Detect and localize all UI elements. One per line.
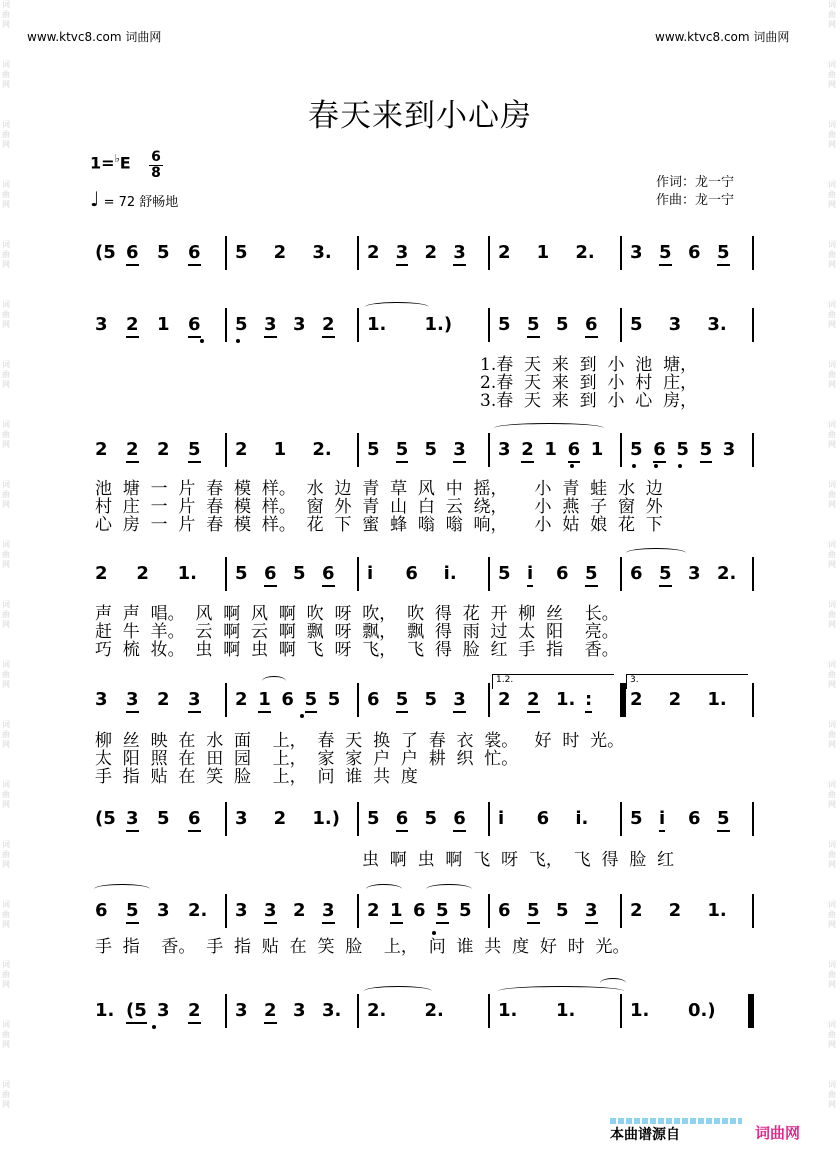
note: 3: [95, 314, 108, 335]
note: 3: [157, 1000, 170, 1021]
note: (5: [126, 1000, 147, 1024]
barline: [752, 557, 754, 591]
watermark-glyph: 词 曲 网: [2, 300, 10, 329]
key-signature: 1=♭E: [90, 152, 131, 173]
tempo-marking: ♩ = 72 舒畅地: [90, 187, 179, 211]
slur: [600, 978, 626, 988]
barline: [225, 994, 227, 1028]
slur: [626, 548, 686, 558]
note: 2.: [717, 563, 737, 584]
lyric-line: 心 房 一 片 春 模 样。 花 下 蜜 蜂 嗡 嗡 响， 小 姑 娘 花 下: [95, 515, 663, 535]
note: 3: [95, 689, 108, 710]
watermark-glyph: 词 曲 网: [2, 0, 10, 29]
note: 3: [126, 808, 139, 832]
note: 3: [630, 242, 643, 263]
octave-dot: [300, 714, 304, 718]
watermark-glyph: 词 曲 网: [828, 780, 836, 809]
slur: [426, 884, 472, 894]
note: 2: [235, 689, 248, 710]
note: 1.: [556, 689, 576, 710]
watermark-glyph: 词 曲 网: [828, 600, 836, 629]
watermark-glyph: 词 曲 网: [828, 900, 836, 929]
watermark-glyph: 词 曲 网: [828, 180, 836, 209]
slur: [262, 676, 286, 686]
barline: [488, 802, 490, 836]
barline: [620, 308, 622, 342]
note: 0.): [688, 1000, 716, 1021]
note: 5: [424, 689, 438, 710]
note: 6: [264, 563, 277, 587]
note: 1.: [556, 1000, 576, 1021]
note: 3: [722, 439, 736, 460]
note: 6: [396, 808, 409, 832]
barline: [357, 433, 359, 467]
note: 2: [293, 900, 306, 921]
barline: [357, 683, 359, 717]
note: 2: [322, 314, 335, 338]
note: 2.: [312, 439, 332, 460]
note: 2.: [575, 242, 595, 263]
volta-second: 3.: [626, 674, 748, 689]
note: 5: [556, 314, 569, 335]
watermark-glyph: 词 曲 网: [2, 180, 10, 209]
note: 6: [585, 314, 598, 338]
note: 3.: [707, 314, 727, 335]
note: 5: [157, 242, 170, 263]
lyricist-credit: 作词：龙一宁: [656, 175, 735, 190]
note: 5: [235, 563, 248, 584]
note: 6: [630, 563, 643, 584]
watermark-glyph: 词 曲 网: [2, 480, 10, 509]
note: 2: [126, 314, 139, 338]
note: 5: [630, 439, 643, 460]
slur: [364, 986, 432, 996]
note: 2: [668, 900, 682, 921]
lyric-line: 手 指 贴 在 笑 脸 上， 问 谁 共 度: [95, 767, 418, 787]
barline: [752, 802, 754, 836]
note: 2: [630, 689, 643, 710]
watermark-glyph: 词 曲 网: [2, 900, 10, 929]
note: 3: [235, 1000, 248, 1021]
watermark-glyph: 词 曲 网: [828, 60, 836, 89]
note: 3: [453, 242, 466, 266]
note: 6: [653, 439, 666, 463]
note: 2: [630, 900, 643, 921]
note: 3: [188, 689, 201, 713]
octave-dot: [632, 464, 636, 468]
barline: [225, 308, 227, 342]
barline: [752, 994, 754, 1028]
note: 5: [459, 900, 472, 921]
note: 6: [281, 689, 294, 710]
note: 6: [367, 689, 380, 710]
footer-brand: 词曲网: [755, 1124, 801, 1142]
note: i: [367, 563, 374, 584]
note: 5: [305, 689, 318, 713]
note: 2: [367, 242, 380, 263]
note: 5: [424, 808, 438, 829]
lyric-line: 手 指 香。 手 指 贴 在 笑 脸 上， 问 谁 共 度 好 时 光。: [95, 937, 630, 957]
note: 6: [188, 314, 201, 338]
note: 5: [700, 439, 713, 463]
octave-dot: [570, 464, 574, 468]
note: 3: [322, 900, 335, 924]
barline: [752, 433, 754, 467]
barline: [225, 894, 227, 928]
note: 5: [659, 242, 672, 266]
barline: [225, 802, 227, 836]
slur: [365, 302, 429, 312]
barline: [357, 994, 359, 1028]
note: 6: [126, 242, 139, 266]
note: 5: [235, 242, 248, 263]
side-watermark-left: [2, 0, 12, 1140]
note: 6: [322, 563, 335, 587]
note: 5: [327, 689, 341, 710]
note: 5: [396, 439, 409, 463]
barline: [620, 894, 622, 928]
note: 3: [293, 314, 306, 335]
note: 5: [293, 563, 306, 584]
note: 6: [688, 808, 701, 829]
watermark-glyph: 词 曲 网: [2, 360, 10, 389]
note: 3.: [322, 1000, 342, 1021]
note: 2.: [367, 1000, 387, 1021]
note: 5: [630, 808, 643, 829]
note: 3: [396, 242, 409, 266]
note: 2.: [424, 1000, 444, 1021]
note: 5: [659, 563, 672, 587]
note: 5: [717, 242, 730, 266]
quarter-note-icon: ♩: [90, 187, 100, 211]
note: 2: [188, 1000, 201, 1024]
note: (5: [95, 242, 116, 263]
note: 1: [544, 439, 557, 460]
note: 3: [293, 1000, 306, 1021]
barline: [225, 683, 227, 717]
watermark-glyph: 词 曲 网: [828, 480, 836, 509]
note: 2: [95, 563, 108, 584]
note: 5: [527, 314, 540, 338]
note: 6: [188, 808, 201, 832]
note: 3: [498, 439, 511, 460]
lyric-line: 巧 梳 妆。 虫 啊 虫 啊 飞 呀 飞， 飞 得 脸 红 手 指 香。: [95, 640, 619, 660]
barline: [357, 802, 359, 836]
note: 6: [688, 242, 701, 263]
slur: [494, 423, 604, 433]
note: i: [659, 808, 665, 832]
barline: [752, 236, 754, 270]
barline: [752, 894, 754, 928]
lyric-line: 池 塘 一 片 春 模 样。 水 边 青 草 风 中 摇， 小 青 蛙 水 边: [95, 479, 663, 499]
watermark-glyph: 词 曲 网: [828, 1020, 836, 1049]
lyric-line: 2.春 天 来 到 小 村 庄，: [480, 373, 698, 393]
header-right: www.ktvc8.com 词曲网: [655, 30, 790, 44]
note: 6: [188, 242, 201, 266]
watermark-glyph: 词 曲 网: [828, 420, 836, 449]
note: 5: [126, 900, 139, 924]
note: 2: [157, 689, 170, 710]
note: 2: [668, 689, 682, 710]
note: 1.: [707, 689, 727, 710]
note: 2: [136, 563, 149, 584]
watermark-glyph: 词 曲 网: [2, 840, 10, 869]
barline: [620, 802, 622, 836]
lyric-line: 村 庄 一 片 春 模 样。 窗 外 青 山 白 云 绕， 小 燕 子 窗 外: [95, 497, 663, 517]
note: 5: [367, 808, 380, 829]
barline: [225, 433, 227, 467]
watermark-glyph: 词 曲 网: [828, 960, 836, 989]
barline: [620, 236, 622, 270]
note: 3: [126, 689, 139, 713]
note: 2: [273, 808, 287, 829]
watermark-glyph: 词 曲 网: [828, 360, 836, 389]
lyric-line: 声 声 唱。 风 啊 风 啊 吹 呀 吹， 吹 得 花 开 柳 丝 长。: [95, 604, 619, 624]
octave-dot: [236, 339, 240, 343]
note: 2.: [188, 900, 208, 921]
octave-dot: [654, 464, 658, 468]
lyric-line: 1.春 天 来 到 小 池 塘，: [480, 355, 698, 375]
watermark-glyph: 词 曲 网: [2, 120, 10, 149]
note: 2: [527, 689, 540, 713]
note: i: [527, 563, 533, 587]
lyric-line: 3.春 天 来 到 小 心 房，: [480, 391, 698, 411]
note: 1: [390, 900, 403, 924]
note: 3: [235, 900, 248, 921]
watermark-glyph: 词 曲 网: [2, 60, 10, 89]
watermark-glyph: 词 曲 网: [828, 300, 836, 329]
note: 6: [568, 439, 581, 463]
note: 3: [688, 563, 701, 584]
watermark-glyph: 词 曲 网: [2, 240, 10, 269]
note: 1.: [177, 563, 198, 584]
note: 2: [235, 439, 248, 460]
watermark-glyph: 词 曲 网: [2, 1080, 10, 1109]
octave-dot: [152, 1025, 156, 1029]
header-left: www.ktvc8.com 词曲网: [27, 30, 162, 44]
note: 6: [453, 808, 466, 832]
note: 1.): [312, 808, 340, 829]
lyric-line: 柳 丝 映 在 水 面 上， 春 天 换 了 春 衣 裳。 好 时 光。: [95, 731, 625, 751]
barline: [488, 994, 490, 1028]
watermark-glyph: 词 曲 网: [828, 1080, 836, 1109]
watermark-glyph: 词 曲 网: [2, 420, 10, 449]
watermark-glyph: 词 曲 网: [2, 780, 10, 809]
note: 5: [235, 314, 248, 335]
watermark-glyph: 词 曲 网: [828, 240, 836, 269]
slur: [366, 884, 402, 894]
footer-source-label: 本曲谱源自: [610, 1127, 680, 1143]
note: 2: [95, 439, 108, 460]
note: 5: [396, 689, 409, 713]
watermark-glyph: 词 曲 网: [2, 1020, 10, 1049]
note: 2: [424, 242, 438, 263]
barline: [488, 236, 490, 270]
note: 1.: [630, 1000, 650, 1021]
barline: [225, 236, 227, 270]
note: 5: [527, 900, 540, 924]
note: 6: [405, 563, 418, 584]
watermark-glyph: 词 曲 网: [828, 0, 836, 29]
watermark-glyph: 词 曲 网: [828, 120, 836, 149]
watermark-glyph: 词 曲 网: [828, 720, 836, 749]
note: 6: [556, 563, 569, 584]
barline: [620, 994, 622, 1028]
note: i.: [443, 563, 457, 584]
page-title: 春天来到小心房: [308, 98, 532, 134]
note: 1.: [498, 1000, 518, 1021]
octave-dot: [678, 464, 682, 468]
note: 3: [157, 900, 170, 921]
note: 2: [273, 242, 287, 263]
watermark-glyph: 词 曲 网: [2, 660, 10, 689]
barline: [488, 308, 490, 342]
lyric-line: 太 阳 照 在 田 园 上， 家 家 户 户 耕 织 忙。: [95, 749, 519, 769]
note: 5: [676, 439, 689, 460]
note: 3: [453, 439, 466, 463]
note: 2: [264, 1000, 277, 1024]
octave-dot: [432, 931, 436, 935]
note: 5: [157, 808, 170, 829]
barline: [620, 557, 622, 591]
lyric-line: 赶 牛 羊。 云 啊 云 啊 飘 呀 飘， 飘 得 雨 过 太 阳 亮。: [95, 622, 619, 642]
note: 1: [258, 689, 271, 713]
watermark-glyph: 词 曲 网: [2, 960, 10, 989]
note: 1.: [707, 900, 727, 921]
watermark-glyph: 词 曲 网: [2, 720, 10, 749]
note: 6: [536, 808, 550, 829]
note: 1: [157, 314, 170, 335]
barline: [620, 433, 622, 467]
barline: [357, 557, 359, 591]
slur: [94, 884, 150, 894]
note: 1: [590, 439, 604, 460]
note: 2: [367, 900, 380, 921]
barline: [752, 683, 754, 717]
note: 5: [498, 314, 511, 335]
note: 1.): [424, 314, 453, 335]
note: 1: [273, 439, 287, 460]
barline: [225, 557, 227, 591]
note: 5: [424, 439, 438, 460]
final-barline: [748, 994, 752, 1028]
watermark-glyph: 词 曲 网: [828, 840, 836, 869]
time-signature: $\frac{6}{8}$: [149, 150, 163, 181]
barline: [752, 308, 754, 342]
barline: [488, 683, 490, 717]
note: 3: [453, 689, 466, 713]
note: 3.: [312, 242, 332, 263]
watermark-glyph: 词 曲 网: [2, 600, 10, 629]
note: 1: [536, 242, 550, 263]
note: 3: [235, 808, 248, 829]
watermark-glyph: 词 曲 网: [2, 540, 10, 569]
barline: [488, 557, 490, 591]
note: 6: [95, 900, 108, 921]
source-footer: [610, 1118, 820, 1148]
note: 2: [126, 439, 139, 463]
octave-dot: [200, 339, 204, 343]
note: 2: [498, 689, 511, 710]
note: 2: [521, 439, 534, 463]
note: 5: [367, 439, 380, 460]
note: 6: [413, 900, 426, 921]
note: 5: [585, 563, 598, 587]
note: 5: [436, 900, 449, 924]
volta-first: 1.2.: [492, 674, 614, 689]
note: 3: [264, 314, 277, 338]
barline: [488, 433, 490, 467]
note: i.: [575, 808, 589, 829]
note: (5: [95, 808, 116, 829]
note: 5: [717, 808, 730, 832]
note: i: [498, 808, 505, 829]
note: 2: [157, 439, 170, 460]
barline: [488, 894, 490, 928]
note: 3: [668, 314, 682, 335]
side-watermark-right: [828, 0, 838, 1140]
note: 1.: [367, 314, 387, 335]
note: :: [585, 689, 592, 713]
note: 3: [585, 900, 598, 924]
note: 6: [498, 900, 511, 921]
note: 2: [498, 242, 511, 263]
note: 3: [264, 900, 277, 924]
note: 5: [188, 439, 201, 463]
barline: [357, 236, 359, 270]
note: 5: [556, 900, 569, 921]
note: 1.: [95, 1000, 115, 1021]
watermark-glyph: 词 曲 网: [828, 540, 836, 569]
note: 5: [630, 314, 643, 335]
note: 5: [498, 563, 511, 584]
barline: [357, 894, 359, 928]
lyric-line: 虫 啊 虫 啊 飞 呀 飞， 飞 得 脸 红: [362, 850, 675, 870]
composer-credit: 作曲：龙一宁: [656, 193, 735, 208]
watermark-glyph: 词 曲 网: [828, 660, 836, 689]
barline: [357, 308, 359, 342]
